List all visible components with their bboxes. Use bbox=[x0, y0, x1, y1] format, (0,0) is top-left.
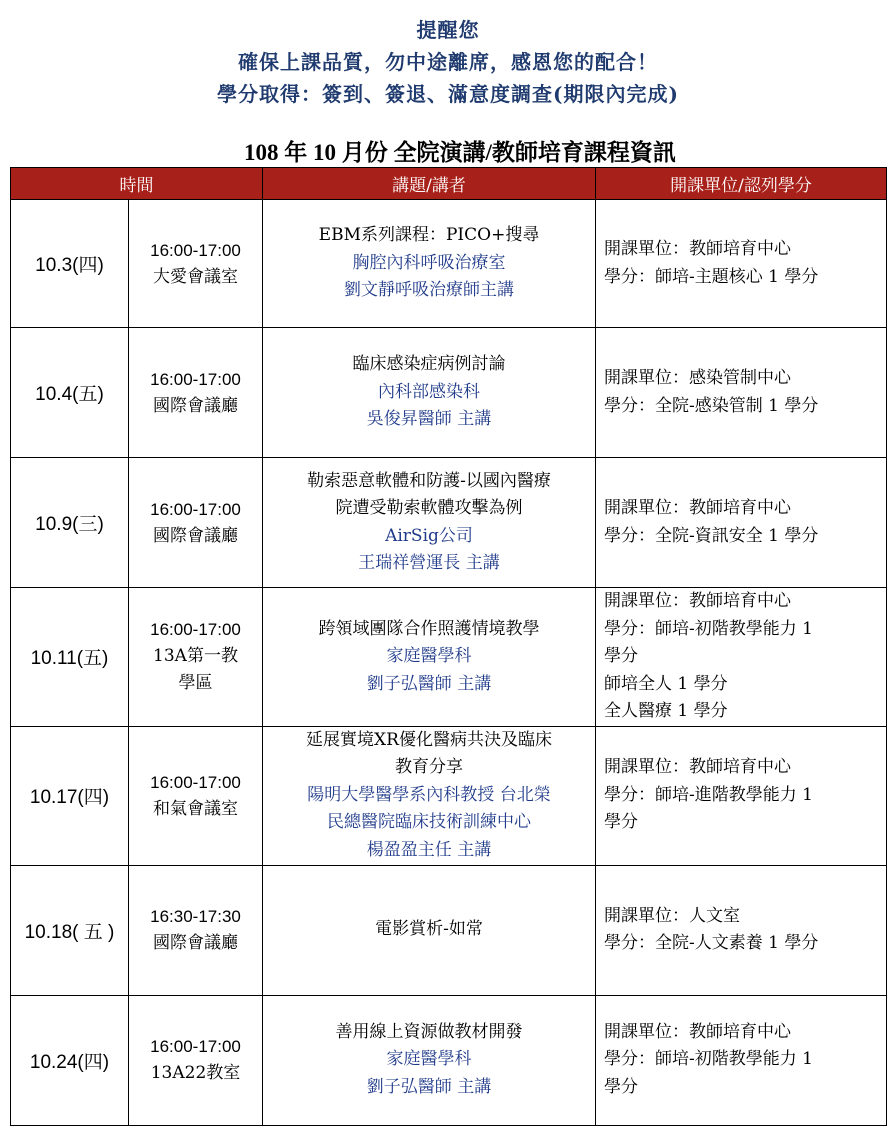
row-speaker: 吳俊昇醫師 主講 bbox=[366, 409, 492, 430]
row-credit: 學分：師培-初階教學能力 1 bbox=[604, 1049, 813, 1070]
row-speaker: 王瑞祥營運長 主講 bbox=[358, 553, 500, 573]
row-credit: 學分：全院-資訊安全 1 學分 bbox=[604, 525, 819, 546]
row-date: 10.9(三) bbox=[11, 458, 129, 588]
row-unit: 開課單位：教師培育中心 bbox=[604, 591, 791, 611]
row-time: 16:00-17:00 bbox=[150, 620, 241, 640]
row-unit: 開課單位：教師培育中心 bbox=[604, 239, 791, 259]
row-topic: 延展實境XR優化醫病共決及臨床 bbox=[306, 729, 552, 750]
row-unit: 開課單位：教師培育中心 bbox=[604, 498, 791, 518]
row-date: 10.18( 五 ) bbox=[11, 865, 129, 995]
row-topic-speaker bbox=[263, 588, 596, 727]
header-unit: 開課單位/認列學分 bbox=[596, 168, 887, 200]
row-date: 10.11(五) bbox=[11, 588, 129, 727]
row-unit-credit bbox=[596, 995, 887, 1125]
row-speaker: 家庭醫學科 bbox=[386, 1049, 472, 1070]
row-location: 國際會議廳 bbox=[153, 525, 238, 546]
row-credit: 學分 bbox=[604, 1076, 638, 1097]
row-time-location bbox=[129, 865, 263, 995]
row-location: 大愛會議室 bbox=[153, 266, 238, 287]
row-time: 16:30-17:30 bbox=[150, 907, 241, 926]
row-topic: EBM系列課程：PICO+搜尋 bbox=[318, 225, 540, 246]
row-topic-speaker bbox=[263, 995, 596, 1125]
row-time-location bbox=[129, 200, 263, 328]
row-location: 學區 bbox=[178, 673, 213, 694]
row-topic: 跨領域團隊合作照護情境教學 bbox=[318, 618, 540, 639]
row-time: 16:00-17:00 bbox=[150, 1037, 241, 1056]
table-header-row bbox=[11, 168, 887, 200]
row-date: 10.24(四) bbox=[11, 995, 129, 1125]
row-location: 國際會議廳 bbox=[153, 395, 238, 416]
row-location: 13A第一教 bbox=[153, 646, 238, 667]
row-speaker: 陽明大學醫學系內科教授 台北榮 bbox=[307, 784, 551, 805]
row-topic: 電影賞析-如常 bbox=[375, 919, 483, 940]
row-time-location bbox=[129, 726, 263, 865]
row-unit: 開課單位：人文室 bbox=[604, 905, 740, 926]
row-time-location bbox=[129, 588, 263, 727]
table-row bbox=[11, 726, 887, 865]
row-speaker: 胸腔內科呼吸治療室 bbox=[352, 252, 506, 273]
row-unit-credit bbox=[596, 200, 887, 328]
header-time: 時間 bbox=[11, 168, 263, 200]
row-date: 10.4(五) bbox=[11, 328, 129, 458]
row-time-location bbox=[129, 458, 263, 588]
row-topic-speaker bbox=[263, 865, 596, 995]
row-location: 和氣會議室 bbox=[153, 798, 238, 819]
row-unit-credit bbox=[596, 588, 887, 727]
reminder-credit-notice: 學分取得：簽到、簽退、滿意度調查(期限內完成) bbox=[217, 82, 679, 106]
row-topic: 院遭受勒索軟體攻擊為例 bbox=[335, 498, 523, 518]
reminder-heading: 提醒您 bbox=[416, 18, 480, 42]
row-speaker: 劉子弘醫師 主講 bbox=[366, 673, 492, 694]
row-topic-speaker bbox=[263, 458, 596, 588]
row-credit: 學分：全院-人文素養 1 學分 bbox=[604, 933, 819, 953]
row-location: 國際會議廳 bbox=[153, 933, 238, 953]
row-speaker: AirSig公司 bbox=[385, 525, 473, 546]
row-speaker: 民總醫院臨床技術訓練中心 bbox=[327, 812, 531, 833]
row-speaker: 家庭醫學科 bbox=[386, 646, 472, 666]
table-row bbox=[11, 865, 887, 995]
row-speaker: 劉文靜呼吸治療師主講 bbox=[344, 280, 514, 301]
row-date: 10.17(四) bbox=[11, 726, 129, 865]
row-unit: 開課單位：感染管制中心 bbox=[604, 368, 791, 388]
row-unit: 開課單位：教師培育中心 bbox=[604, 757, 791, 778]
row-speaker: 劉子弘醫師 主講 bbox=[366, 1076, 492, 1097]
table-row bbox=[11, 995, 887, 1125]
row-topic-speaker bbox=[263, 328, 596, 458]
row-topic: 臨床感染症病例討論 bbox=[352, 354, 506, 375]
row-time: 16:00-17:00 bbox=[150, 772, 241, 792]
row-date: 10.3(四) bbox=[11, 200, 129, 328]
table-row bbox=[11, 458, 887, 588]
row-time: 16:00-17:00 bbox=[150, 499, 241, 519]
row-unit: 開課單位：教師培育中心 bbox=[604, 1021, 791, 1042]
header-topic: 講題/講者 bbox=[263, 168, 596, 200]
row-unit-credit bbox=[596, 458, 887, 588]
row-topic-speaker bbox=[263, 726, 596, 865]
row-unit-credit bbox=[596, 865, 887, 995]
row-time: 16:00-17:00 bbox=[150, 369, 241, 389]
row-unit-credit bbox=[596, 726, 887, 865]
row-credit: 全人醫療 1 學分 bbox=[604, 701, 728, 721]
row-credit: 學分：師培-進階教學能力 1 bbox=[604, 784, 813, 805]
reminder-quality-notice: 確保上課品質，勿中途離席，感恩您的配合！ bbox=[238, 50, 658, 74]
table-row bbox=[11, 200, 887, 328]
row-time-location bbox=[129, 328, 263, 458]
row-topic: 勒索惡意軟體和防護-以國內醫療 bbox=[307, 470, 551, 491]
table-row bbox=[11, 588, 887, 727]
row-location: 13A22教室 bbox=[150, 1063, 241, 1083]
row-credit: 學分：師培-主題核心 1 學分 bbox=[604, 266, 819, 287]
row-time: 16:00-17:00 bbox=[150, 240, 241, 260]
page-title: 108 年 10 月份 全院演講/教師培育課程資訊 bbox=[244, 140, 676, 165]
course-table bbox=[10, 167, 887, 1126]
row-credit: 學分：全院-感染管制 1 學分 bbox=[604, 395, 819, 416]
row-unit-credit bbox=[596, 328, 887, 458]
row-credit: 學分 bbox=[604, 646, 638, 666]
row-topic-speaker bbox=[263, 200, 596, 328]
row-time-location bbox=[129, 995, 263, 1125]
row-topic: 教育分享 bbox=[395, 757, 463, 778]
row-speaker: 楊盈盈主任 主講 bbox=[366, 839, 492, 860]
row-credit: 學分：師培-初階教學能力 1 bbox=[604, 618, 813, 639]
row-speaker: 內科部感染科 bbox=[378, 381, 480, 402]
row-credit: 學分 bbox=[604, 812, 638, 833]
table-row bbox=[11, 328, 887, 458]
row-topic: 善用線上資源做教材開發 bbox=[335, 1021, 523, 1042]
row-credit: 師培全人 1 學分 bbox=[604, 673, 728, 694]
